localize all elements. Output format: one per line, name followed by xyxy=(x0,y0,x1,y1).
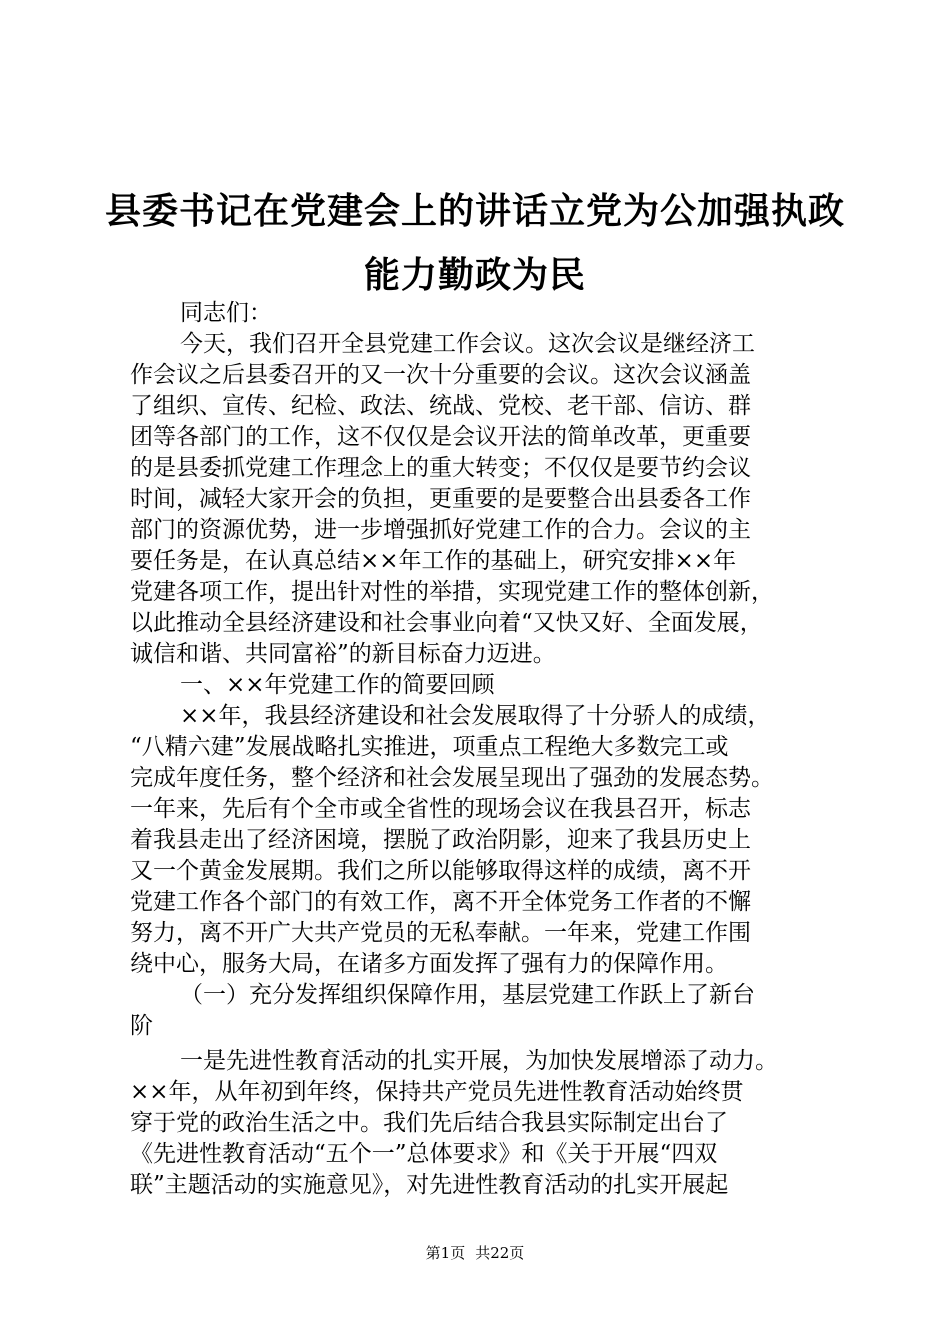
paragraph-line: 团等各部门的工作，这不仅仅是会议开法的简单改革，更重要 xyxy=(130,424,751,450)
paragraph-line: 一是先进性教育活动的扎实开展，为加快发展增添了动力。 xyxy=(180,1048,778,1074)
paragraph-line: 完成年度任务，整个经济和社会发展呈现出了强劲的发展态势。 xyxy=(130,765,774,791)
paragraph-line: ××年，从年初到年终，保持共产党员先进性教育活动始终贯 xyxy=(130,1079,744,1105)
document-body xyxy=(130,298,830,1201)
paragraph-line: 党建各项工作，提出针对性的举措，实现党建工作的整体创新， xyxy=(130,579,774,605)
paragraph-line: 努力，离不开广大共产党员的无私奉献。一年来，党建工作围 xyxy=(130,920,751,946)
paragraph-line: 了组织、宣传、纪检、政法、统战、党校、老干部、信访、群 xyxy=(130,393,751,419)
document-title xyxy=(90,180,860,308)
page-number: 第1页 xyxy=(425,1244,466,1262)
paragraph-line: 党建工作各个部门的有效工作，离不开全体党务工作者的不懈 xyxy=(130,889,751,915)
subsection-heading: （一）充分发挥组织保障作用，基层党建工作跃上了新台 xyxy=(180,982,755,1008)
paragraph-line: 的是县委抓党建工作理念上的重大转变；不仅仅是要节约会议 xyxy=(130,455,751,481)
paragraph-line: 以此推动全县经济建设和社会事业向着“又快又好、全面发展， xyxy=(130,610,763,636)
subsection-heading: 阶 xyxy=(130,1013,153,1039)
paragraph-line: 时间，减轻大家开会的负担，更重要的是要整合出县委各工作 xyxy=(130,486,751,512)
paragraph-line: 要任务是，在认真总结××年工作的基础上，研究安排××年 xyxy=(130,548,737,574)
title-line: 县委书记在党建会上的讲话立党为公加强执政 xyxy=(104,191,845,232)
paragraph-line: 又一个黄金发展期。我们之所以能够取得这样的成绩，离不开 xyxy=(130,858,751,884)
paragraph-line: 诚信和谐、共同富裕”的新目标奋力迈进。 xyxy=(130,641,556,667)
page-footer xyxy=(0,1243,950,1263)
section-heading: 一、××年党建工作的简要回顾 xyxy=(180,672,495,698)
paragraph-line: 作会议之后县委召开的又一次十分重要的会议。这次会议涵盖 xyxy=(130,362,751,388)
paragraph-line: 一年来，先后有个全市或全省性的现场会议在我县召开，标志 xyxy=(130,796,751,822)
page-total: 共22页 xyxy=(475,1244,525,1262)
paragraph-line: 联”主题活动的实施意见》，对先进性教育活动的扎实开展起 xyxy=(130,1172,729,1198)
paragraph-line: 部门的资源优势，进一步增强抓好党建工作的合力。会议的主 xyxy=(130,517,751,543)
paragraph-line: 今天，我们召开全县党建工作会议。这次会议是继经济工 xyxy=(180,331,755,357)
paragraph-line: 绕中心，服务大局，在诸多方面发挥了强有力的保障作用。 xyxy=(130,951,728,977)
paragraph-line: 穿于党的政治生活之中。我们先后结合我县实际制定出台了 xyxy=(130,1110,728,1136)
title-line: 能力勤政为民 xyxy=(363,255,586,296)
paragraph-line: 《先进性教育活动“五个一”总体要求》和《关于开展“四双 xyxy=(130,1141,718,1167)
paragraph-line: 着我县走出了经济困境，摆脱了政治阴影，迎来了我县历史上 xyxy=(130,827,751,853)
greeting: 同志们： xyxy=(180,300,272,326)
paragraph-line: ××年，我县经济建设和社会发展取得了十分骄人的成绩， xyxy=(180,703,771,729)
paragraph-line: “八精六建”发展战略扎实推进，项重点工程绝大多数完工或 xyxy=(130,734,729,760)
